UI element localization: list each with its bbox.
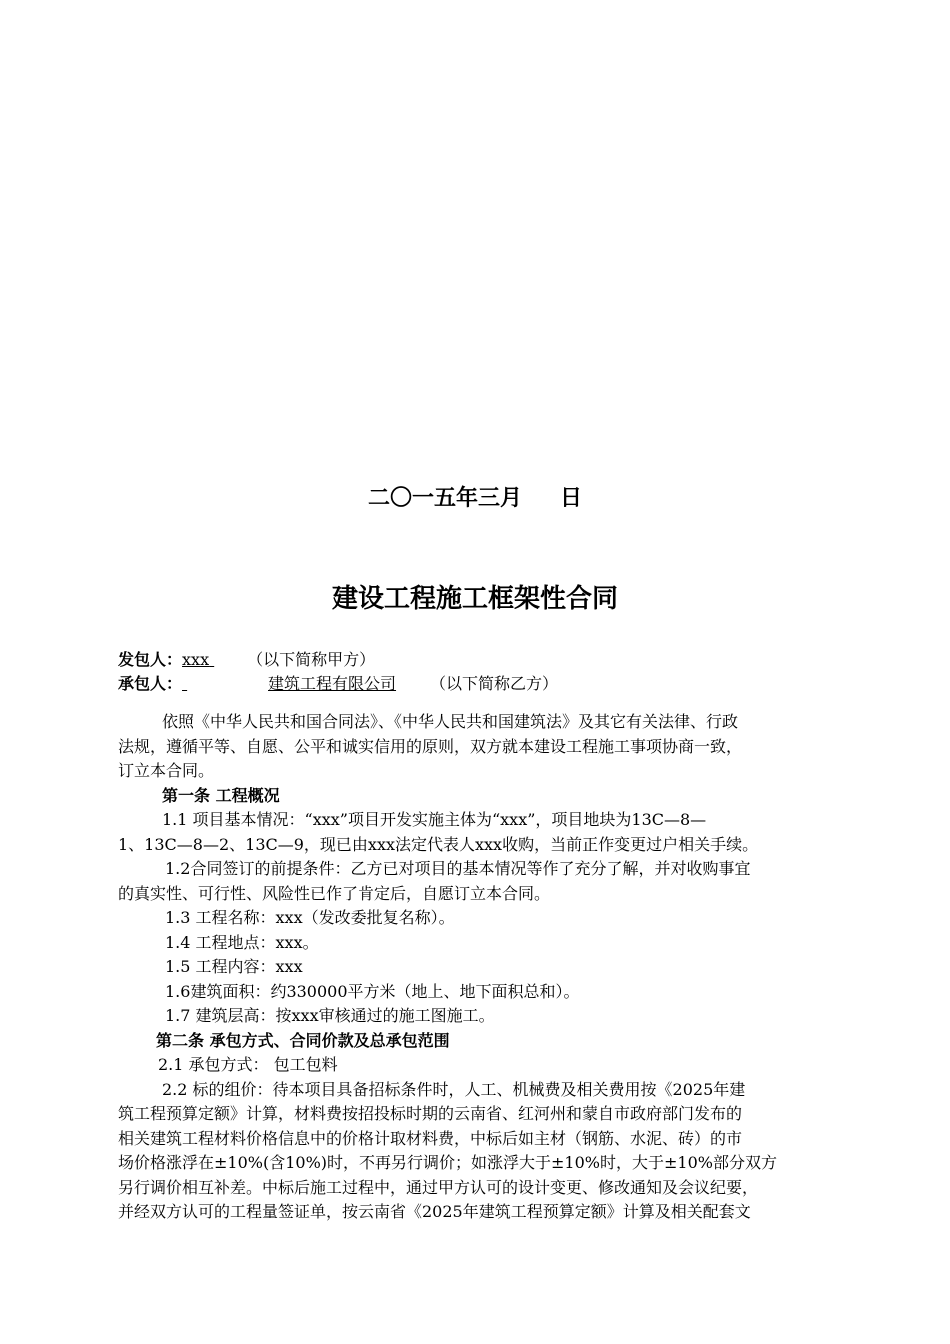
clause-1-2 <box>118 857 838 906</box>
preamble-line: 法规，遵循平等、自愿、公平和诚实信用的原则，双方就本建设工程施工事项协商一致， <box>118 736 743 756</box>
clause-1-6: 1.6建筑面积：约330000平方米（地上、地下面积总和）。 <box>165 981 580 1001</box>
cover-date <box>0 483 950 515</box>
clause-2-1: 2.1 承包方式： 包工包料 <box>158 1055 338 1074</box>
clause-line: 另行调价相互补差。中标后施工过程中，通过甲方认可的设计变更、修改通知及会议纪要， <box>118 1177 759 1197</box>
clause-line: 筑工程预算定额》计算，材料费按招投标时期的云南省、红河州和蒙自市政府部门发布的 <box>118 1104 743 1123</box>
cover-date-day: 日 <box>560 486 583 511</box>
contract-title: 建设工程施工框架性合同 <box>331 584 618 614</box>
clause-1-1 <box>118 808 838 857</box>
clause-line: 1、13C—8—2、13C—9，现已由xxx法定代表人xxx收购，当前正作变更过户相关手续。 <box>118 834 759 854</box>
clause-2-2 <box>118 1078 838 1225</box>
party-a-name: xxx <box>182 650 210 669</box>
cover-date-text: 二〇一五年三月 <box>367 486 522 511</box>
clause-line: 2.2 标的组价：待本项目具备招标条件时，人工、机械费及相关费用按《2025年建 <box>162 1079 746 1099</box>
preamble-line: 订立本合同。 <box>118 761 215 780</box>
clause-line: 并经双方认可的工程量签证单，按云南省《2025年建筑工程预算定额》计算及相关配套文 <box>118 1202 751 1221</box>
party-b-alias: （以下简称乙方） <box>430 674 559 693</box>
clause-1-3: 1.3 工程名称：xxx（发改委批复名称）。 <box>165 908 455 927</box>
clause-1-4: 1.4 工程地点：xxx。 <box>165 932 319 952</box>
clause-line: 场价格涨浮在±10%(含10%)时，不再另行调价；如涨浮大于±10%时，大于±10%部分双方 <box>118 1153 777 1172</box>
article-1-heading: 第一条 工程概况 <box>162 785 280 805</box>
party-b-label: 承包人： <box>118 674 183 693</box>
preamble <box>118 710 838 784</box>
clause-line: 相关建筑工程材料价格信息中的价格计取材料费，中标后如主材（钢筋、水泥、砖）的市 <box>118 1128 743 1148</box>
clause-1-5: 1.5 工程内容：xxx <box>165 957 303 976</box>
clause-line: 的真实性、可行性、风险性已作了肯定后，自愿订立本合同。 <box>118 883 551 903</box>
contract-body <box>118 648 838 1225</box>
clause-1-7: 1.7 建筑层高：按xxx审核通过的施工图施工。 <box>165 1006 495 1025</box>
party-b-line <box>118 672 838 696</box>
article-2-heading: 第二条 承包方式、合同价款及总承包范围 <box>156 1030 450 1050</box>
preamble-line: 依照《中华人民共和国合同法》、《中华人民共和国建筑法》及其它有关法律、行政 <box>162 712 739 731</box>
party-a-alias: （以下简称甲方） <box>247 650 376 669</box>
clause-line: 1.1 项目基本情况：“xxx”项目开发实施主体为“xxx”，项目地块为13C—8— <box>162 810 707 829</box>
party-a-label: 发包人： <box>118 650 183 669</box>
clause-line: 1.2合同签订的前提条件：乙方已对项目的基本情况等作了充分了解，并对收购事宜 <box>165 859 751 878</box>
party-b-name: 建筑工程有限公司 <box>268 674 397 693</box>
party-a-line <box>118 648 838 672</box>
